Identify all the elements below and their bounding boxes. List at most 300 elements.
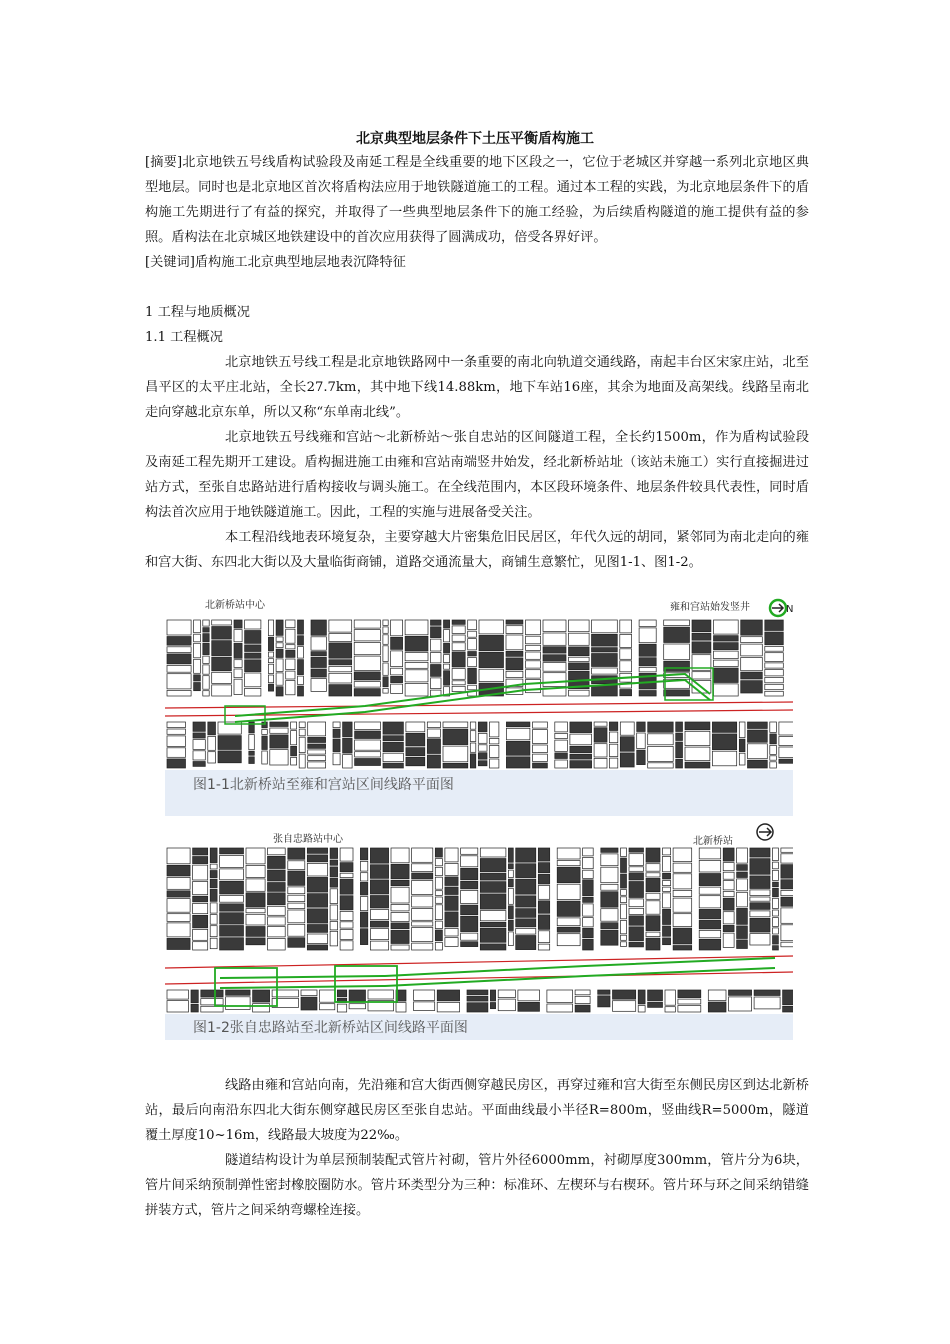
building-block [298,660,304,675]
building-block [526,670,541,678]
building-block [245,660,261,672]
building-block [443,729,468,745]
building-block [383,742,403,752]
building-block [621,920,627,933]
building-block [629,854,644,866]
building-block [526,645,541,650]
building-block [445,938,458,947]
building-block [291,746,297,756]
building-block [750,911,770,917]
building-block [648,763,674,768]
building-block [276,673,283,685]
building-block [270,722,288,727]
building-block [516,896,536,907]
building-block [288,861,305,870]
building-block [330,905,338,920]
building-block [516,936,536,950]
building-block [468,668,477,683]
building-block [773,946,779,950]
building-block [340,863,353,872]
figure-1-1-caption: 图1-1北新桥站至雍和宫站区间线路平面图 [193,777,454,793]
building-block [739,753,745,765]
building-block [748,744,768,759]
building-block [620,737,634,752]
building-block [748,722,768,729]
building-block [193,733,205,738]
building-block [467,990,488,995]
building-block [452,681,465,685]
building-block [646,916,660,931]
building-block [594,722,607,726]
building-block [360,929,367,945]
building-block [167,654,191,664]
building-block [712,751,736,766]
building-block [468,639,477,650]
building-block [452,652,465,667]
building-block [583,918,594,927]
keywords-line: [关键词]盾构施工北京典型地层地表沉降特征 [145,255,406,270]
building-block [714,620,739,634]
building-block [360,848,367,860]
building-block [329,634,352,642]
building-block [480,911,506,921]
building-block [396,1003,406,1012]
building-block [601,923,618,929]
building-block [286,620,295,628]
building-block [538,886,549,900]
building-block [621,897,627,903]
building-block [167,637,191,646]
building-block [210,879,217,888]
building-block [723,912,734,924]
building-block [272,990,298,997]
building-block [443,763,468,768]
building-block [639,620,656,626]
building-block [193,722,205,731]
building-block [307,934,327,944]
building-block [692,672,711,679]
building-block [340,930,353,940]
building-block [723,898,734,910]
building-block [555,733,568,738]
building-block [621,890,627,896]
building-block [268,856,286,868]
building-block [526,620,541,635]
building-block [516,864,536,878]
figure-1-1-map [165,598,793,816]
building-block [330,848,338,859]
building-block [246,848,265,864]
building-block [621,935,627,940]
building-block [663,856,671,871]
building-block [543,620,566,632]
building-block [594,744,607,757]
building-block [201,990,223,997]
building-block [773,936,779,945]
building-block [355,759,381,766]
building-block [773,888,779,897]
building-block [461,848,478,854]
building-block [268,883,286,892]
building-block [220,881,244,894]
building-block [569,690,590,696]
building-block [340,879,353,894]
building-block [276,643,283,648]
building-block [557,918,580,926]
building-block [412,943,433,950]
building-block [663,926,671,936]
building-block [311,669,326,677]
building-block [308,756,326,761]
building-block [594,758,607,768]
building-block [741,681,763,693]
building-block [620,634,632,647]
building-block [570,746,592,753]
building-block [506,651,523,656]
building-block [648,734,674,745]
building-block [557,927,580,932]
building-block [220,869,244,880]
building-block [288,924,305,936]
building-block [770,745,777,754]
building-block [193,857,208,864]
building-block [311,637,326,650]
building-block [249,751,255,755]
building-block [435,859,442,866]
building-block [203,620,209,626]
building-block [220,938,244,950]
building-block [276,649,283,657]
building-block [355,731,381,739]
building-block [583,848,594,856]
building-block [444,630,450,642]
building-block [699,920,721,929]
building-block [443,722,468,728]
building-block [167,647,191,653]
building-block [638,990,645,1004]
building-block [262,736,268,750]
building-block [412,873,433,879]
figure-1-1-buildings [167,620,793,768]
building-block [699,939,721,950]
building-block [699,887,721,894]
building-block [569,633,590,645]
paragraph-1: 北京地铁五号线工程是北京地铁路网中一条重要的南北向轨道交通线路，南起丰台区宋家庄站，北至昌平区的太平庄北站，全长27.7km，其中地下线14.88km，地下车站16座，其余为地面及高架线。线路呈南北走向穿越北京东单，所以又称“东单南北线”。 [145,355,809,420]
building-block [516,909,536,918]
building-block [601,884,618,890]
building-block [773,862,779,869]
building-block [516,848,536,862]
building-block [506,635,523,650]
building-block [508,870,513,878]
building-block [765,663,784,668]
building-block [508,906,513,919]
building-block [276,637,283,641]
building-block [299,754,305,768]
building-block [167,848,190,864]
building-block [699,896,721,908]
building-block [291,722,297,729]
building-block [383,722,403,734]
building-block [245,673,261,687]
building-block [167,759,186,768]
building-block [370,910,388,920]
building-block [307,855,327,862]
building-block [664,690,690,696]
building-block [245,631,261,644]
building-block [406,748,425,756]
building-block [620,661,632,672]
building-block [412,909,433,921]
building-block [461,942,478,947]
building-block [773,928,779,934]
building-block [506,741,530,755]
building-block [270,728,288,733]
building-block [210,915,217,925]
building-block [506,757,530,768]
building-block [555,760,568,768]
building-block [249,735,255,750]
building-block [445,896,458,910]
building-block [570,754,592,759]
building-block [676,759,683,768]
building-block [723,892,734,897]
building-block [620,753,634,767]
building-block [191,990,198,1003]
building-block [699,874,721,886]
building-block [343,755,353,768]
building-block [406,757,425,766]
building-block [478,722,487,732]
building-block [621,942,627,947]
building-block [193,942,208,950]
building-block [427,755,440,768]
building-block [443,746,468,762]
north-pointer-icon [772,604,783,612]
building-block [330,889,338,904]
figure-1-2-map [165,818,793,1040]
building-block [741,620,763,635]
building-block [638,1006,645,1013]
building-block [621,904,627,919]
building-block [234,669,242,678]
building-block [592,620,618,633]
building-block [781,848,793,852]
building-block [750,859,770,875]
building-block [298,620,304,634]
building-block [508,864,513,869]
building-block [405,670,428,682]
building-block [391,651,403,667]
building-block [478,733,487,743]
building-block [569,657,590,661]
building-block [246,938,265,945]
building-block [218,736,241,750]
building-block [288,895,305,901]
building-block [685,747,710,761]
building-block [765,632,784,645]
building-block [765,684,784,689]
building-block [601,848,618,852]
building-block [676,733,683,741]
label-beixinqiao-center: 北新桥站中心 [205,600,265,611]
paragraph-2: 北京地铁五号线雍和宫站～北新桥站～张自忠站的区间隧道工程，全长约1500m，作为盾构试验段及南延工程先期开工建设。盾构掘进施工由雍和宫站南端竖井始发，经北新桥站址（该站未施工）实行直接掘进过站方式，至张自忠路站进行盾构接收与调头施工。在全线范围内，本区段环境条件、地层条件较具代表性，同时盾构法首次应用于地铁隧道施工。因此，工程的实施与进展备受关注。 [145,430,809,520]
building-block [212,627,232,640]
building-block [340,873,353,877]
building-block [268,620,273,636]
building-block [245,688,261,696]
building-block [583,939,594,950]
building-block [368,990,394,999]
building-block [414,1002,435,1011]
building-block [506,626,523,634]
building-block [629,942,644,947]
building-block [468,652,477,657]
building-block [699,930,721,937]
building-block [583,857,594,868]
building-block [329,643,352,658]
building-block [298,647,304,659]
building-block [333,722,340,728]
building-block [714,643,739,650]
building-block [220,855,244,867]
building-block [355,722,381,730]
building-block [203,665,209,674]
building-block [444,671,450,686]
building-block [391,668,403,675]
building-block [646,878,660,891]
building-block [506,728,530,740]
building-block [620,722,634,735]
building-block [770,756,777,760]
building-block [461,933,478,940]
building-block [405,653,428,661]
building-block [518,990,540,1001]
building-block [218,751,241,763]
building-block [268,917,286,925]
building-block [349,1004,365,1009]
building-block [340,896,353,910]
building-block [354,682,380,688]
building-block [245,653,261,658]
building-block [414,990,435,1000]
building-block [276,659,283,672]
building-block [167,1001,189,1012]
building-block [708,1002,726,1012]
building-block [203,676,209,690]
building-block [193,865,208,880]
building-block [555,722,568,732]
building-block [203,634,209,642]
building-block [320,1004,335,1010]
building-block [299,722,305,728]
building-block [583,928,594,938]
building-block [737,848,748,863]
building-block [268,675,273,683]
building-block [391,923,409,929]
building-block [203,628,209,633]
building-block [268,652,273,657]
building-block [360,912,367,927]
building-block [592,685,618,696]
building-block [699,909,721,919]
building-block [765,677,784,682]
building-block [167,899,190,913]
building-block [538,901,549,914]
building-block [639,644,656,656]
building-block [779,737,793,746]
building-block [245,620,261,629]
building-block [629,927,644,941]
building-block [370,848,388,863]
building-block [508,920,513,930]
building-block [629,899,644,907]
building-block [330,867,338,877]
building-block [412,922,433,926]
building-block [468,658,477,667]
building-block [737,940,748,949]
building-block [569,620,590,632]
building-block [750,918,770,932]
building-block [533,745,548,753]
building-block [750,903,770,910]
building-block [770,762,777,768]
building-block [253,1004,270,1012]
building-block [354,642,380,654]
building-block [167,877,190,889]
building-block [435,905,442,920]
building-block [370,896,388,909]
building-block [557,934,580,946]
building-block [676,742,683,758]
building-block [167,729,186,734]
building-block [533,754,548,761]
building-block [526,652,541,659]
building-block [167,914,190,922]
building-block [193,915,208,928]
building-block [741,672,763,679]
building-block [412,928,433,942]
building-block [193,882,208,895]
building-block [592,634,618,646]
building-block [685,722,710,730]
building-block [773,910,779,916]
building-block [329,673,352,683]
building-block [201,1006,223,1012]
building-block [329,660,352,665]
building-block [370,941,388,950]
building-block [526,661,541,668]
building-block [479,635,504,650]
building-block [570,722,592,733]
building-block [246,909,265,913]
building-block [268,870,286,881]
building-block [620,690,632,696]
building-block [575,1005,590,1012]
building-block [594,728,607,743]
building-block [601,892,618,908]
building-block [699,860,721,872]
building-block [639,691,656,697]
building-block [461,905,478,915]
building-block [343,722,353,737]
building-block [629,908,644,914]
building-block [723,848,734,861]
building-block [478,761,487,766]
building-block [676,722,683,732]
building-block [268,927,286,937]
building-block [167,748,186,758]
